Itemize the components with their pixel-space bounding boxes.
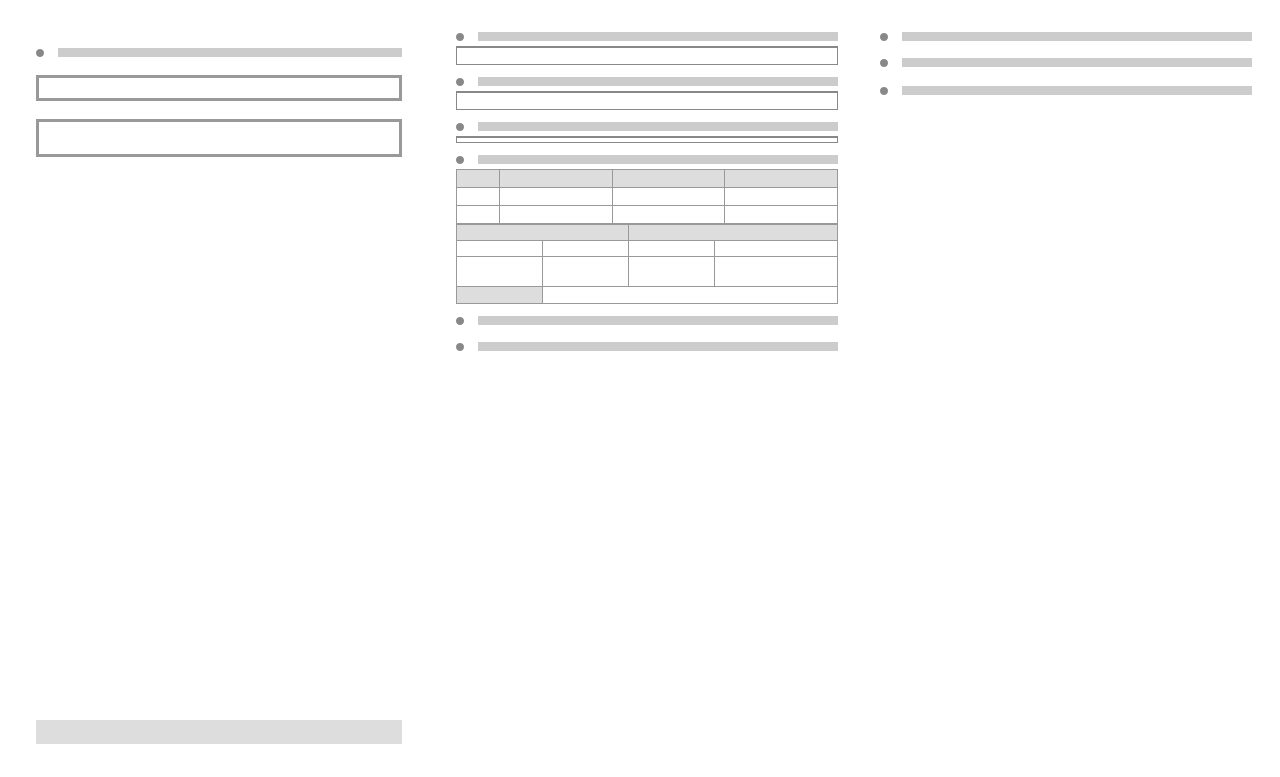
middle-column — [456, 0, 838, 356]
bullet-icon — [456, 317, 464, 325]
serve-section-title — [456, 155, 838, 164]
footer-banner — [36, 720, 402, 744]
wed-time — [463, 48, 831, 62]
bullet-icon — [880, 87, 888, 95]
wed-section-title — [456, 32, 838, 41]
bullet-icon — [456, 33, 464, 41]
events-section-title — [456, 342, 838, 351]
bullet-icon — [456, 343, 464, 351]
hymns-section-title — [456, 122, 838, 131]
bullet-icon — [456, 156, 464, 164]
interpretation-note — [51, 132, 387, 148]
bullet-icon — [880, 33, 888, 41]
worship-section-title — [36, 48, 402, 57]
hymns-box — [456, 136, 838, 143]
service-2-box — [36, 119, 402, 157]
worship-column — [36, 0, 402, 157]
service-1-box — [36, 75, 402, 101]
wed-box — [456, 46, 838, 65]
bible-section-title — [880, 58, 1252, 67]
fri-section-title — [456, 77, 838, 86]
fri-box — [456, 91, 838, 110]
fri-time — [463, 93, 831, 107]
worship-leader — [58, 48, 402, 57]
bullet-icon — [880, 59, 888, 67]
bullet-icon — [36, 49, 44, 57]
bullet-icon — [456, 78, 464, 86]
serve-table-2 — [456, 224, 838, 304]
bullet-icon — [456, 123, 464, 131]
mission-section-title — [880, 86, 1252, 95]
right-column — [880, 0, 1252, 107]
prayer-section-title — [880, 32, 1252, 41]
serve-table — [456, 169, 838, 224]
meal-section-title — [456, 316, 838, 325]
